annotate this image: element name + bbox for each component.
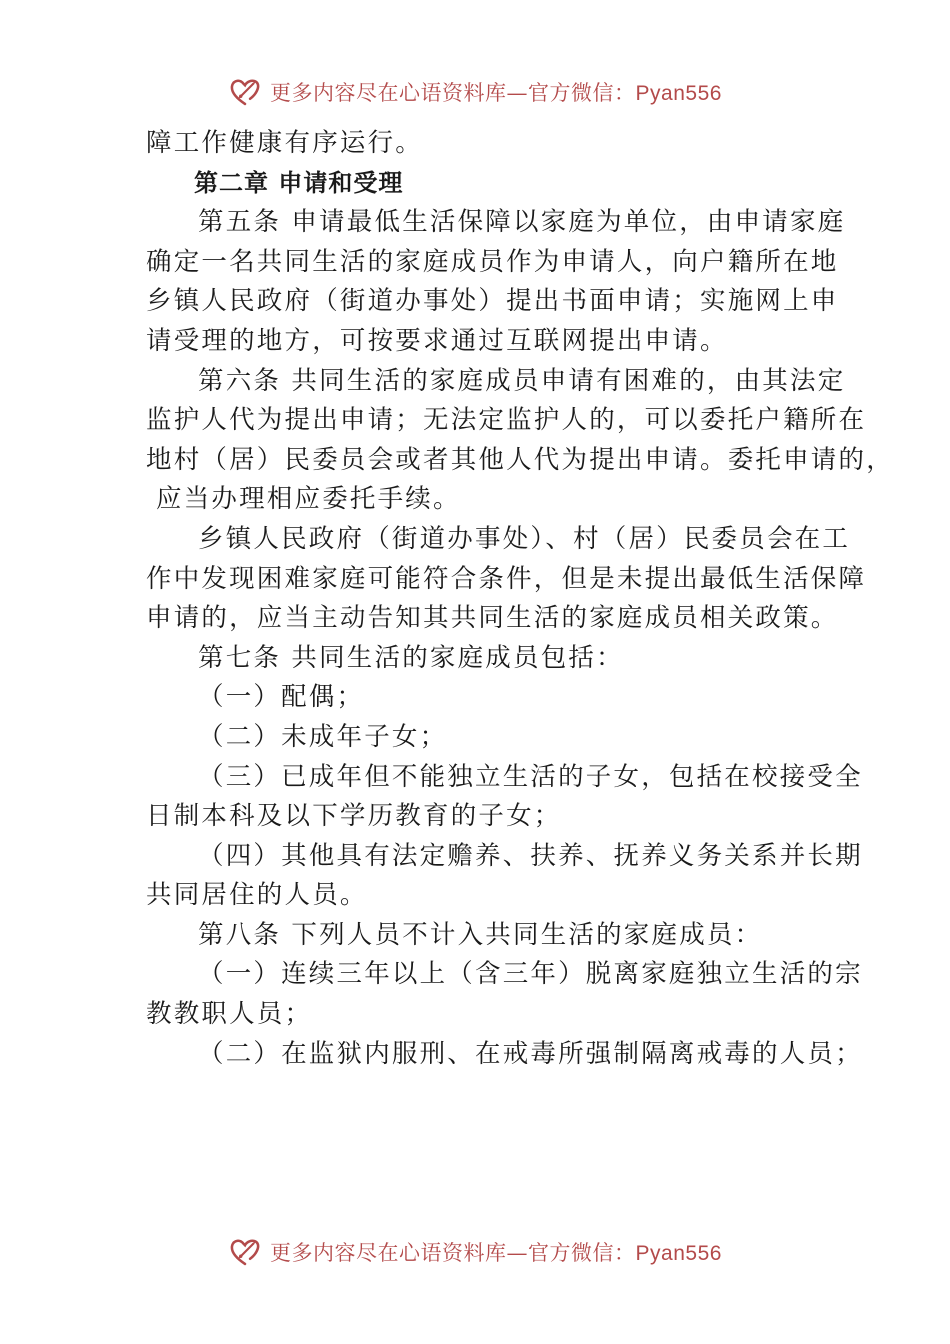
body-line: 乡镇人民政府（街道办事处）提出书面申请；实施网上申 xyxy=(146,286,839,317)
body-line: 确定一名共同生活的家庭成员作为申请人，向户籍所在地 xyxy=(146,246,839,277)
list-item: （一）配偶； xyxy=(198,682,365,713)
heart-pen-logo-icon xyxy=(228,1235,262,1269)
watermark-text xyxy=(270,1237,722,1267)
body-line: 教教职人员； xyxy=(146,999,313,1030)
body-line: 申请的，应当主动告知其共同生活的家庭成员相关政策。 xyxy=(146,603,839,634)
article-5-line: 第五条 申请最低生活保障以家庭为单位，由申请家庭 xyxy=(198,207,846,238)
body-line: 应当办理相应委托手续。 xyxy=(156,484,461,515)
article-7-line: 第七条 共同生活的家庭成员包括： xyxy=(198,642,624,673)
watermark-wechat-label: 官方微信： xyxy=(528,81,636,105)
body-line: 日制本科及以下学历教育的子女； xyxy=(146,801,562,832)
list-item: （四）其他具有法定赡养、扶养、抚养义务关系并长期 xyxy=(198,840,863,871)
watermark-main-text: 更多内容尽在心语资料库 xyxy=(270,81,507,105)
watermark-wechat-label: 官方微信： xyxy=(528,1241,636,1265)
list-item: （二）在监狱内服刑、在戒毒所强制隔离戒毒的人员； xyxy=(198,1038,863,1069)
body-line: 障工作健康有序运行。 xyxy=(146,128,424,158)
footer-watermark-banner xyxy=(0,1232,950,1272)
body-line: 共同居住的人员。 xyxy=(146,880,368,911)
body-line: 监护人代为提出申请；无法定监护人的，可以委托户籍所在 xyxy=(146,405,867,436)
heart-pen-logo-icon xyxy=(228,75,262,109)
chapter-heading: 第二章 申请和受理 xyxy=(194,168,404,197)
body-line: 地村（居）民委员会或者其他人代为提出申请。委托申请的， xyxy=(146,444,894,475)
paragraph-line: 乡镇人民政府（街道办事处）、村（居）民委员会在工 xyxy=(198,523,851,554)
watermark-wechat-id: Pyan556 xyxy=(635,82,722,105)
list-item: （一）连续三年以上（含三年）脱离家庭独立生活的宗 xyxy=(198,959,863,990)
watermark-wechat-id: Pyan556 xyxy=(635,1242,722,1265)
article-6-line: 第六条 共同生活的家庭成员申请有困难的，由其法定 xyxy=(198,365,846,396)
watermark-text xyxy=(270,77,722,107)
watermark-separator: — xyxy=(506,1241,529,1265)
watermark-separator: — xyxy=(506,81,529,105)
list-item: （三）已成年但不能独立生活的子女，包括在校接受全 xyxy=(198,761,863,792)
watermark-main-text: 更多内容尽在心语资料库 xyxy=(270,1241,507,1265)
body-line: 请受理的地方，可按要求通过互联网提出申请。 xyxy=(146,325,728,356)
header-watermark-banner xyxy=(0,72,950,112)
article-8-line: 第八条 下列人员不计入共同生活的家庭成员： xyxy=(198,919,763,950)
body-line: 作中发现困难家庭可能符合条件，但是未提出最低生活保障 xyxy=(146,563,867,594)
document-body xyxy=(146,124,894,1074)
list-item: （二）未成年子女； xyxy=(198,721,448,752)
